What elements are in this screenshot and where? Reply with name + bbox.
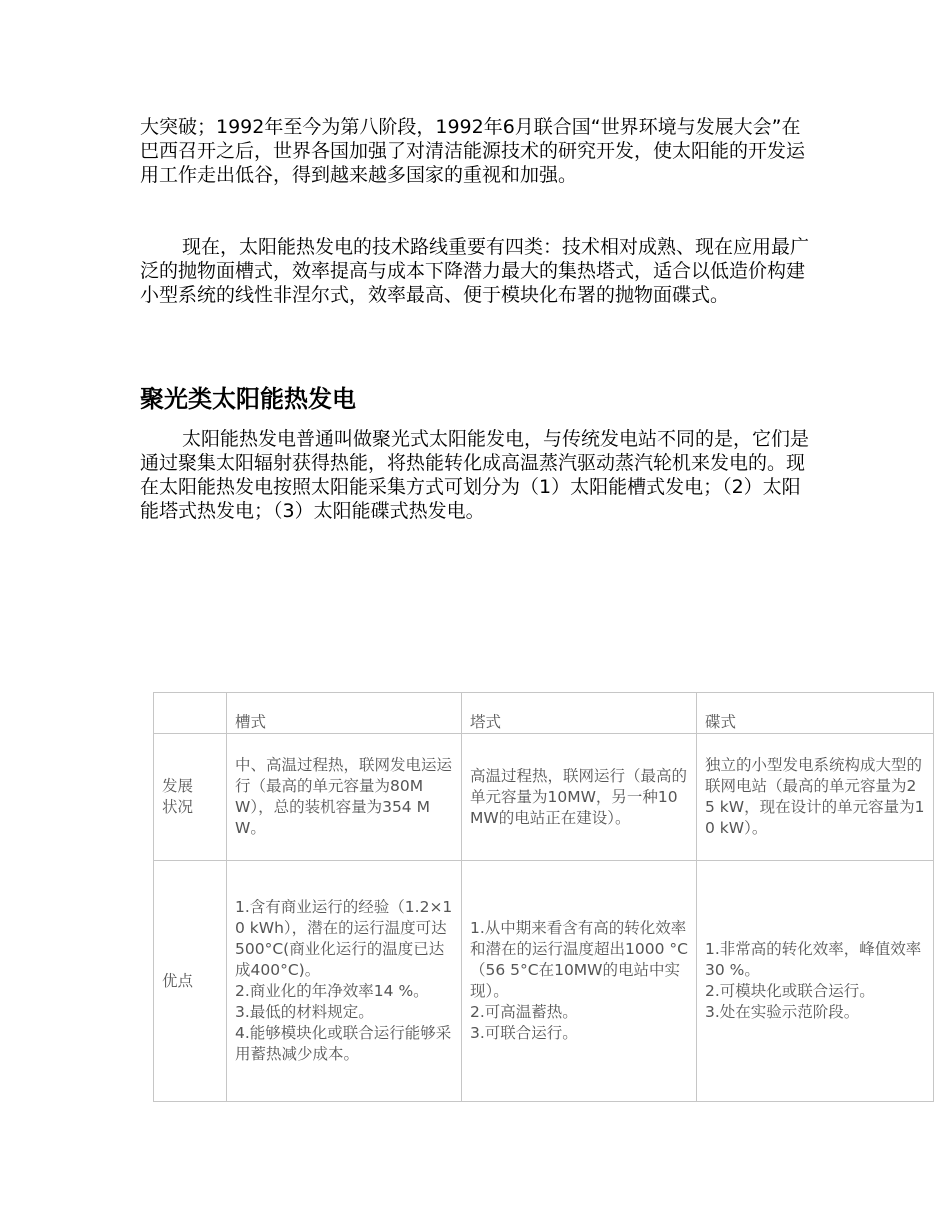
table-row xyxy=(154,734,934,861)
table-header-cell: 碟式 xyxy=(697,693,934,734)
table-header-cell: 塔式 xyxy=(462,693,697,734)
table-row-label: 优点 xyxy=(154,861,227,1102)
table-cell: 1.非常高的转化效率，峰值效率30 %。 2.可模块化或联合运行。 3.处在实验示范阶段。 xyxy=(697,861,934,1102)
comparison-table xyxy=(153,692,934,1102)
section-heading: 聚光类太阳能热发电 xyxy=(140,385,356,413)
table-header-row xyxy=(154,693,934,734)
table-cell: 中、高温过程热，联网发电运运行（最高的单元容量为80MW），总的装机容量为354 MW。 xyxy=(227,734,462,861)
table-row-label: 发展 状况 xyxy=(154,734,227,861)
table-cell: 独立的小型发电系统构成大型的联网电站（最高的单元容量为25 kW，现在设计的单元容量为10 kW）。 xyxy=(697,734,934,861)
table-row xyxy=(154,861,934,1102)
body-paragraph-1: 大突破；1992年至今为第八阶段，1992年6月联合国“世界环境与发展大会”在巴西召开之后，世界各国加强了对清洁能源技术的研究开发，使太阳能的开发运用工作走出低谷，得到越来越多国家的重视和加强。 xyxy=(140,116,806,186)
table-cell: 1.从中期来看含有高的转化效率和潜在的运行温度超出1000 °C（56 5°C在10MW的电站中实现）。 2.可高温蓄热。 3.可联合运行。 xyxy=(462,861,697,1102)
table-header-cell xyxy=(154,693,227,734)
table-cell: 高温过程热，联网运行（最高的单元容量为10MW，另一种10MW的电站正在建设）。 xyxy=(462,734,697,861)
table-header-cell: 槽式 xyxy=(227,693,462,734)
table-cell: 1.含有商业运行的经验（1.2×10 kWh），潜在的运行温度可达500°C(商业化运行的温度已达成400°C)。 2.商业化的年净效率14 %。 3.最低的材料规定。 4.能够模块化或联合运行能够采用蓄热减少成本。 xyxy=(227,861,462,1102)
body-paragraph-3: 太阳能热发电普通叫做聚光式太阳能发电，与传统发电站不同的是，它们是通过聚集太阳辐射获得热能，将热能转化成高温蒸汽驱动蒸汽轮机来发电的。现在太阳能热发电按照太阳能采集方式可划分为（1）太阳能槽式发电；（2）太阳能塔式热发电；（3）太阳能碟式热发电。 xyxy=(140,428,810,522)
body-paragraph-2: 现在，太阳能热发电的技术路线重要有四类：技术相对成熟、现在应用最广泛的抛物面槽式，效率提高与成本下降潜力最大的集热塔式，适合以低造价构建小型系统的线性非涅尔式，效率最高、便于模块化布署的抛物面碟式。 xyxy=(140,236,810,306)
